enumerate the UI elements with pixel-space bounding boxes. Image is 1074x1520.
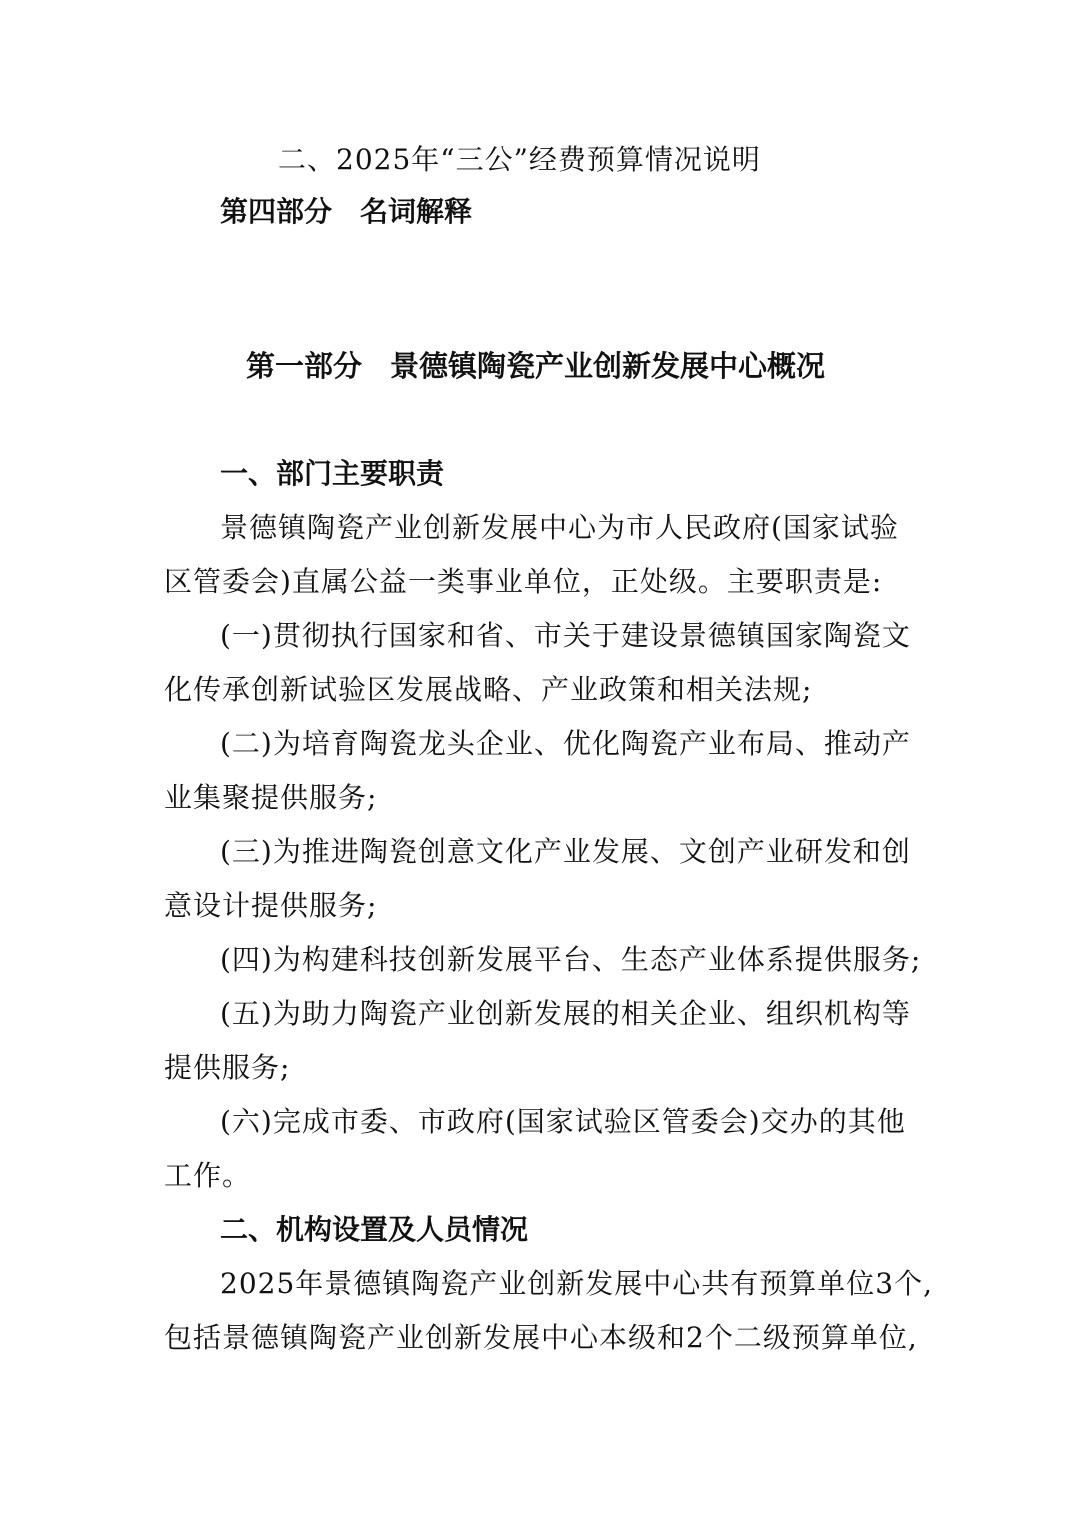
part1-label: 第一部分	[246, 349, 363, 383]
section2-heading: 二、机构设置及人员情况	[220, 1213, 529, 1246]
part1-heading	[246, 346, 825, 386]
duty-item-6-line1: (六)完成市委、市政府(国家试验区管委会)交办的其他	[220, 1105, 906, 1138]
duty-item-5-line2: 提供服务;	[164, 1051, 291, 1084]
duty-item-4-line1: (四)为构建科技创新发展平台、生态产业体系提供服务;	[220, 943, 922, 976]
toc-part4-title: 名词解释	[360, 195, 473, 228]
duty-item-1-line1: (一)贯彻执行国家和省、市关于建设景德镇国家陶瓷文	[220, 619, 911, 652]
toc-part4-label: 第四部分	[220, 195, 333, 228]
part1-title: 景德镇陶瓷产业创新发展中心概况	[390, 349, 826, 383]
toc-part4-heading	[220, 192, 472, 232]
duty-item-1-line2: 化传承创新试验区发展战略、产业政策和相关法规;	[164, 673, 813, 706]
duty-item-6-line2: 工作。	[164, 1159, 252, 1192]
duty-item-3-line2: 意设计提供服务;	[164, 889, 378, 922]
duty-item-2-line2: 业集聚提供服务;	[164, 781, 378, 814]
duty-item-3-line1: (三)为推进陶瓷创意文化产业发展、文创产业研发和创	[220, 835, 911, 868]
section2-para-line2: 包括景德镇陶瓷产业创新发展中心本级和2个二级预算单位,	[164, 1321, 918, 1354]
section1-intro-line2: 区管委会)直属公益一类事业单位，正处级。主要职责是:	[164, 565, 883, 598]
duty-item-2-line1: (二)为培育陶瓷龙头企业、优化陶瓷产业布局、推动产	[220, 727, 911, 760]
section1-intro-line1: 景德镇陶瓷产业创新发展中心为市人民政府(国家试验	[220, 511, 899, 544]
duty-item-5-line1: (五)为助力陶瓷产业创新发展的相关企业、组织机构等	[220, 997, 911, 1030]
toc-item-2025: 二、2025年“三公”经费预算情况说明	[278, 143, 761, 176]
section1-heading: 一、部门主要职责	[220, 457, 445, 490]
section2-para-line1: 2025年景德镇陶瓷产业创新发展中心共有预算单位3个,	[220, 1267, 933, 1300]
